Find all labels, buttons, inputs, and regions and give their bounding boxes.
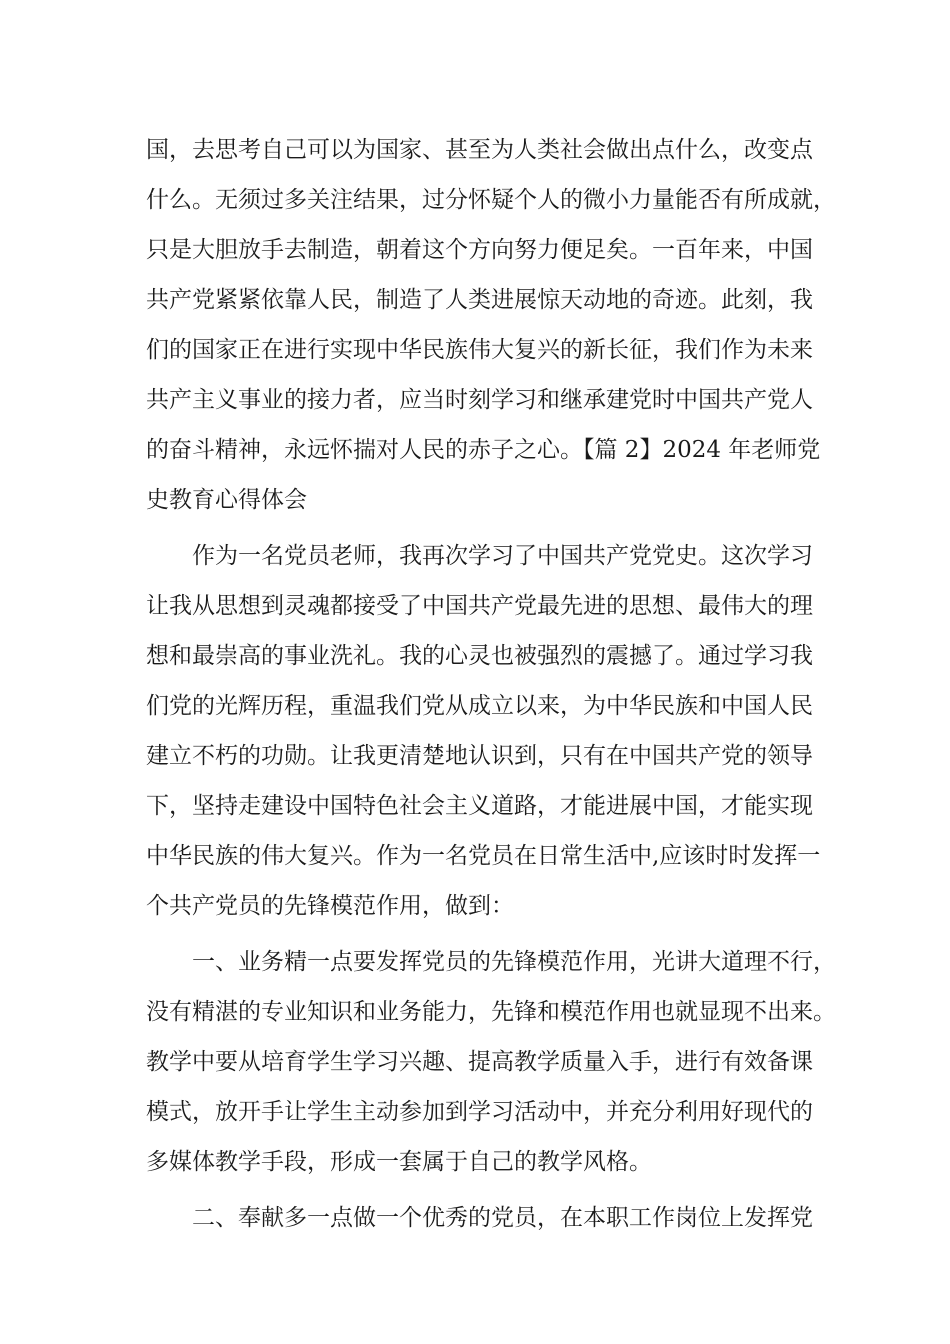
paragraph-4 [146,1193,826,1243]
text-line: 建立不朽的功勋。让我更清楚地认识到，只有在中国共产党的领导 [146,743,813,769]
text-line: 的奋斗精神，永远怀揣对人民的赤子之心。【篇 2】2024 年老师党 [146,437,821,463]
paragraph-3 [146,937,836,1187]
body-text [146,125,836,1243]
text-line: 二、奉献多一点做一个优秀的党员，在本职工作岗位上发挥党 [192,1205,813,1231]
text-line: 们的国家正在进行实现中华民族伟大复兴的新长征，我们作为未来 [146,337,813,363]
paragraph-2 [146,531,826,931]
text-line: 没有精湛的专业知识和业务能力，先锋和模范作用也就显现不出来。 [146,999,836,1025]
text-line: 共产党紧紧依靠人民，制造了人类进展惊天动地的奇迹。此刻，我 [146,287,813,313]
text-line: 教学中要从培育学生学习兴趣、提高教学质量入手，进行有效备课 [146,1049,813,1075]
text-line: 什么。无须过多关注结果，过分怀疑个人的微小力量能否有所成就， [146,187,836,213]
text-line: 们党的光辉历程，重温我们党从成立以来，为中华民族和中国人民 [146,693,813,719]
text-line: 想和最崇高的事业洗礼。我的心灵也被强烈的震撼了。通过学习我 [146,643,813,669]
text-line: 只是大胆放手去制造，朝着这个方向努力便足矣。一百年来，中国 [146,237,813,263]
text-line: 史教育心得体会 [146,487,307,513]
text-line: 作为一名党员老师，我再次学习了中国共产党党史。这次学习 [192,543,813,569]
text-line: 国，去思考自己可以为国家、甚至为人类社会做出点什么，改变点 [146,137,813,163]
text-line: 让我从思想到灵魂都接受了中国共产党最先进的思想、最伟大的理 [146,593,813,619]
text-line: 个共产党员的先锋模范作用，做到： [146,893,514,919]
paragraph-1 [146,125,836,525]
text-line: 下，坚持走建设中国特色社会主义道路，才能进展中国，才能实现 [146,793,813,819]
text-line: 模式，放开手让学生主动参加到学习活动中，并充分利用好现代的 [146,1099,813,1125]
text-line: 多媒体教学手段，形成一套属于自己的教学风格。 [146,1149,652,1175]
text-line: 中华民族的伟大复兴。作为一名党员在日常生活中,应该时时发挥一 [146,843,821,869]
text-line: 共产主义事业的接力者，应当时刻学习和继承建党时中国共产党人 [146,387,813,413]
text-line: 一、业务精一点要发挥党员的先锋模范作用，光讲大道理不行， [192,949,836,975]
